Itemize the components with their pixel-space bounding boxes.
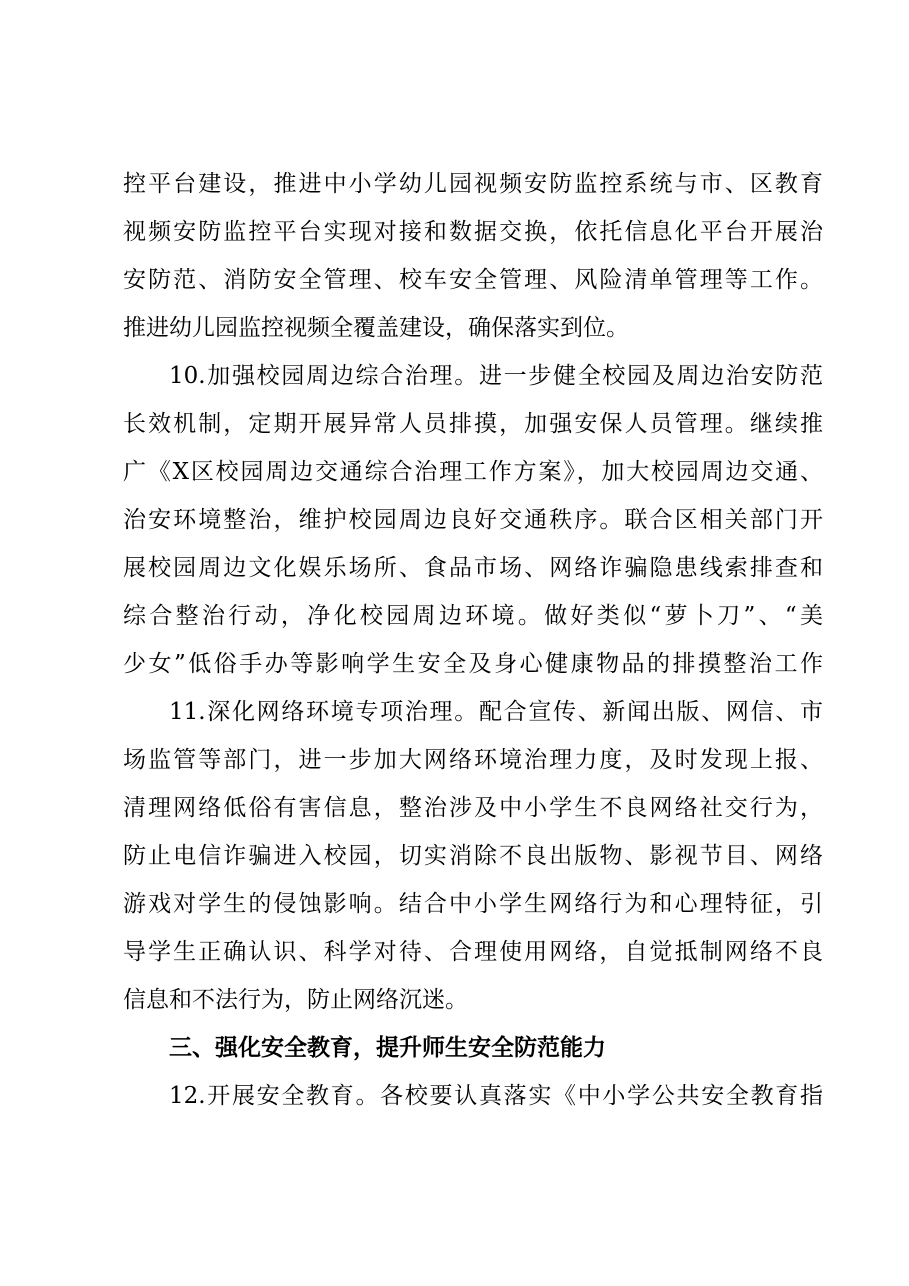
para-11-line-6: 导学生正确认识、科学对待、合理使用网络，自觉抵制网络不良	[123, 939, 823, 965]
para-12-line-1: 12.开展安全教育。各校要认真落实《中小学公共安全教育指	[169, 1083, 823, 1109]
para-9-line-4: 推进幼儿园监控视频全覆盖建设，确保落实到位。	[123, 315, 629, 341]
para-11-line-1: 11.深化网络环境专项治理。配合宣传、新闻出版、网信、市	[169, 699, 823, 725]
para-11-line-5: 游戏对学生的侵蚀影响。结合中小学生网络行为和心理特征，引	[123, 891, 823, 917]
para-10-line-6: 综合整治行动，净化校园周边环境。做好类似“萝卜刀”、“美	[123, 603, 823, 629]
para-10-line-3: 广《X区校园周边交通综合治理工作方案》，加大校园周边交通、	[123, 459, 823, 485]
para-9-line-3: 安防范、消防安全管理、校车安全管理、风险清单管理等工作。	[123, 267, 823, 293]
para-10-line-7: 少女”低俗手办等影响学生安全及身心健康物品的排摸整治工作	[123, 651, 823, 677]
para-11-line-3: 清理网络低俗有害信息，整治涉及中小学生不良网络社交行为，	[123, 795, 823, 821]
para-10-line-2: 长效机制，定期开展异常人员排摸，加强安保人员管理。继续推	[123, 411, 823, 437]
section-3-heading: 三、强化安全教育，提升师生安全防范能力	[169, 1035, 606, 1061]
para-10-line-1: 10.加强校园周边综合治理。进一步健全校园及周边治安防范	[169, 363, 823, 389]
para-9-line-1: 控平台建设，推进中小学幼儿园视频安防监控系统与市、区教育	[123, 171, 823, 197]
para-10-line-4: 治安环境整治，维护校园周边良好交通秩序。联合区相关部门开	[123, 507, 823, 533]
para-11-line-7: 信息和不法行为，防止网络沉迷。	[123, 987, 468, 1013]
para-9-line-2: 视频安防监控平台实现对接和数据交换，依托信息化平台开展治	[123, 219, 823, 245]
para-10-line-5: 展校园周边文化娱乐场所、食品市场、网络诈骗隐患线索排查和	[123, 555, 823, 581]
para-11-line-2: 场监管等部门，进一步加大网络环境治理力度，及时发现上报、	[123, 747, 823, 773]
para-11-line-4: 防止电信诈骗进入校园，切实消除不良出版物、影视节目、网络	[123, 843, 823, 869]
